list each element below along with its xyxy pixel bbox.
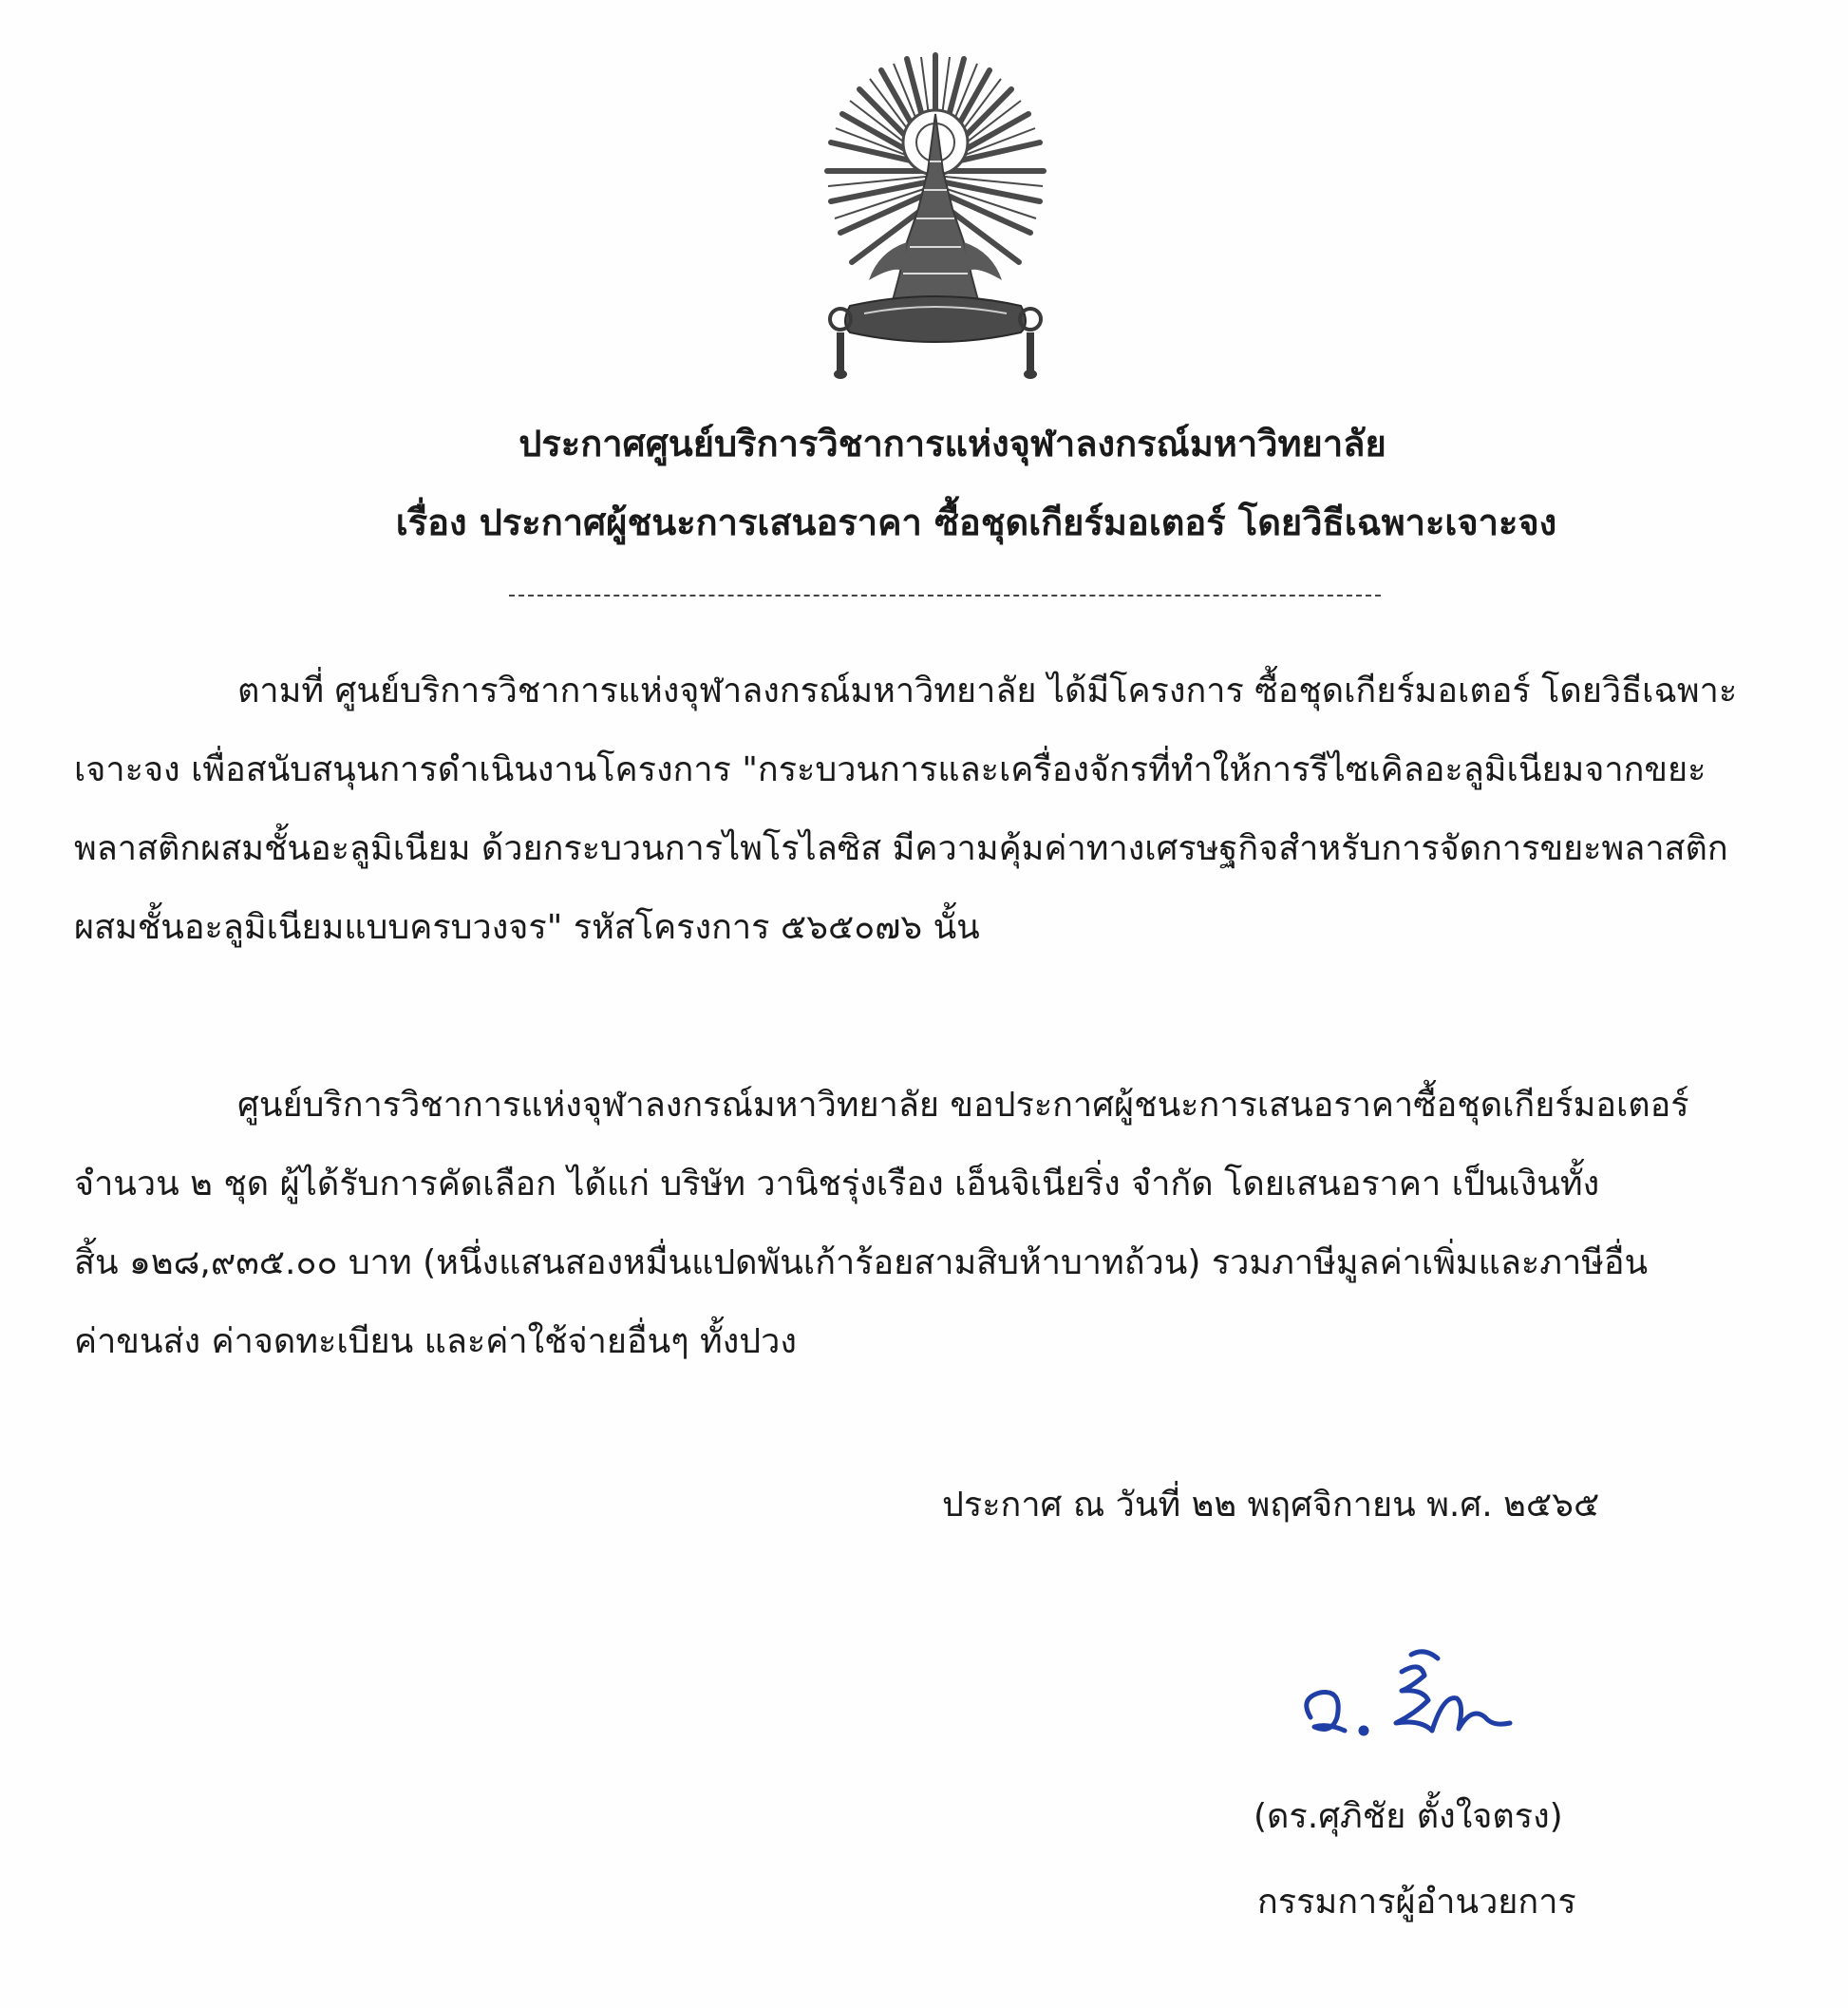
paragraph-line: พลาสติกผสมชั้นอะลูมิเนียม ด้วยกระบวนการไพโรไลซิส มีความคุ้มค่าทางเศรษฐกิจสำหรับการจัดการขยะพลาสติก (74, 829, 1728, 868)
paragraph-line: จำนวน ๒ ชุด ผู้ได้รับการคัดเลือก ได้แก่ บริษัท วานิชรุ่งเรือง เอ็นจิเนียริ่ง จำกัด โดยเสนอราคา เป็นเงินทั้ง (74, 1165, 1600, 1203)
paragraph-line: ศูนย์บริการวิชาการแห่งจุฬาลงกรณ์มหาวิทยาลัย ขอประกาศผู้ชนะการเสนอราคาซื้อชุดเกียร์มอเตอร์ (237, 1086, 1689, 1125)
signer-position: กรรมการผู้อำนวยการ (1257, 1883, 1576, 1922)
announcement-subject: เรื่อง ประกาศผู้ชนะการเสนอราคา ซื้อชุดเกียร์มอเตอร์ โดยวิธีเฉพาะเจาะจง (395, 502, 1557, 543)
paragraph-line: ค่าขนส่ง ค่าจดทะเบียน และค่าใช้จ่ายอื่นๆ ทั้งปวง (74, 1322, 797, 1361)
phra-kiao-emblem-icon (812, 38, 1059, 399)
paragraph-line: สิ้น ๑๒๘,๙๓๕.๐๐ บาท (หนึ่งแสนสองหมื่นแปดพันเก้าร้อยสามสิบห้าบาทถ้วน) รวมภาษีมูลค่าเพิ่มและภาษีอื่น (74, 1243, 1649, 1282)
paragraph-winner-announcement (74, 1066, 1821, 1381)
paragraph-line: เจาะจง เพื่อสนับสนุนการดำเนินงานโครงการ "กระบวนการและเครื่องจักรที่ทำให้การรีไซเคิลอะลูมิเนียมจากขยะ (74, 750, 1707, 789)
paragraph-line: ผสมชั้นอะลูมิเนียมแบบครบวงจร" รหัสโครงการ ๕๖๕๐๗๖ นั้น (74, 908, 980, 947)
dashed-divider (509, 595, 1381, 597)
signer-name: (ดร.ศุภิชัย ตั้งใจตรง) (1254, 1797, 1563, 1836)
announcement-title: ประกาศศูนย์บริการวิชาการแห่งจุฬาลงกรณ์มหาวิทยาลัย (519, 423, 1386, 464)
paragraph-project-background (74, 652, 1821, 967)
handwritten-signature-icon (1290, 1643, 1565, 1757)
paragraph-line: ตามที่ ศูนย์บริการวิชาการแห่งจุฬาลงกรณ์มหาวิทยาลัย ได้มีโครงการ ซื้อชุดเกียร์มอเตอร์ โดยวิธีเฉพาะ (237, 672, 1738, 710)
announcement-date: ประกาศ ณ วันที่ ๒๒ พฤศจิกายน พ.ศ. ๒๕๖๕ (942, 1486, 1600, 1525)
